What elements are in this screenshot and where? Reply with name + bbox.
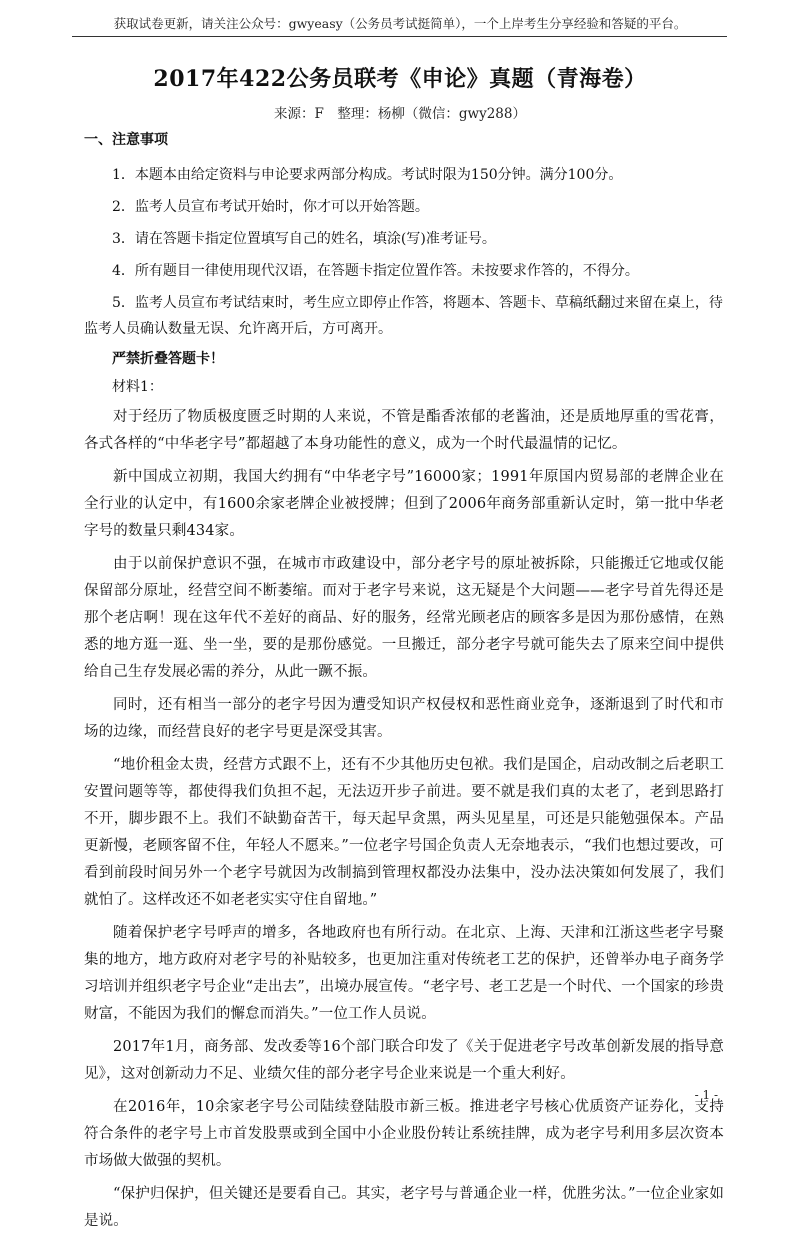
paragraph: 2017年1月，商务部、发改委等16个部门联合印发了《关于促进老字号改革创新发展的指导意见》，这对创新动力不足、业绩欠佳的部分老字号企业来说是一个重大利好。 [84, 1039, 724, 1082]
paragraph: 由于以前保护意识不强，在城市市政建设中，部分老字号的原址被拆除，只能搬迁它地或仅能保留部分原址，经营空间不断萎缩。而对于老字号来说，这无疑是个大问题——老字号首先得还是那个老店啊！现在这年代不差好的商品、好的服务，经常光顾老店的顾客多是因为那份感情，在熟悉的地方逛一逛、坐一坐，要的是那份感觉。一旦搬迁，部分老字号就可能失去了原来空间中提供给自己生存发展必需的养分，从此一蹶不振。 [84, 556, 724, 680]
material-label: 材料1： [112, 379, 163, 395]
section-heading: 一、注意事项 [84, 132, 168, 148]
paragraph: “保护归保护，但关键还是要看自己。其实，老字号与普通企业一样，优胜劣汰。”一位企业家如是说。 [84, 1186, 724, 1229]
paragraph: “地价租金太贵，经营方式跟不上，还有不少其他历史包袱。我们是国企，启动改制之后老职工安置问题等等，都使得我们负担不起，无法迈开步子前进。要不就是我们真的太老了，老到思路打不开，脚步跟不上。我们不缺勤奋苦干，每天起早贪黑，两头见星星，可还是只能勉强保本。产品更新慢，老顾客留不住，年轻人不愿来。”一位老字号国企负责人无奈地表示，“我们也想过要改，可看到前段时间另外一个老字号就因为改制搞到管理权都没办法集中，没办法决策如何发展了，我们就怕了。这样改还不如老老实实守住自留地。” [84, 757, 724, 908]
notice-item: 4．所有题目一律使用现代汉语，在答题卡指定位置作答。未按要求作答的，不得分。 [112, 263, 639, 279]
page-number: - 1 - [694, 1088, 718, 1102]
paragraph: 在2016年，10余家老字号公司陆续登陆股市新三板。推进老字号核心优质资产证券化，支持符合条件的老字号上市首发股票或到全国中小企业股份转让系统挂牌，成为老字号利用多层次资本市场做大做强的契机。 [84, 1099, 724, 1169]
warning-text: 严禁折叠答题卡！ [112, 351, 224, 367]
notice-item: 2．监考人员宣布考试开始时，你才可以开始答题。 [112, 199, 429, 215]
document-body [84, 130, 724, 1241]
page-title: 2017年422公务员联考《申论》真题（青海卷） [153, 66, 647, 92]
header-divider [72, 36, 727, 37]
notice-item: 5．监考人员宣布考试结束时，考生应立即停止作答，将题本、答题卡、草稿纸翻过来留在桌上，待监考人员确认数量无误、允许离开后，方可离开。 [84, 295, 723, 337]
notice-item: 3．请在答题卡指定位置填写自己的姓名，填涂(写)准考证号。 [112, 231, 496, 247]
paragraph: 新中国成立初期，我国大约拥有“中华老字号”16000家；1991年原国内贸易部的老牌企业在全行业的认定中，有1600余家老牌企业被授牌；但到了2006年商务部重新认定时，第一批中华老字号的数量只剩434家。 [84, 469, 724, 539]
notice-item: 1．本题本由给定资料与申论要求两部分构成。考试时限为150分钟。满分100分。 [112, 167, 623, 183]
paragraph: 同时，还有相当一部分的老字号因为遭受知识产权侵权和恶性商业竞争，逐渐退到了时代和市场的边缘，而经营良好的老字号更是深受其害。 [84, 697, 724, 740]
paragraph: 随着保护老字号呼声的增多，各地政府也有所行动。在北京、上海、天津和江浙这些老字号聚集的地方，地方政府对老字号的补贴较多，也更加注重对传统老工艺的保护，还曾举办电子商务学习培训并组织老字号企业“走出去”，出境办展宣传。“老字号、老工艺是一个时代、一个国家的珍贵财富，不能因为我们的懈怠而消失。”一位工作人员说。 [84, 925, 724, 1022]
source-line: 来源：F 整理：杨柳（微信：gwy288） [274, 106, 526, 122]
paragraph: 对于经历了物质极度匮乏时期的人来说，不管是酯香浓郁的老酱油，还是质地厚重的雪花膏，各式各样的“中华老字号”都超越了本身功能性的意义，成为一个时代最温情的记忆。 [84, 409, 724, 452]
header-note: 获取试卷更新，请关注公众号：gwyeasy（公务员考试挺简单），一个上岸考生分享经验和答疑的平台。 [113, 16, 687, 31]
